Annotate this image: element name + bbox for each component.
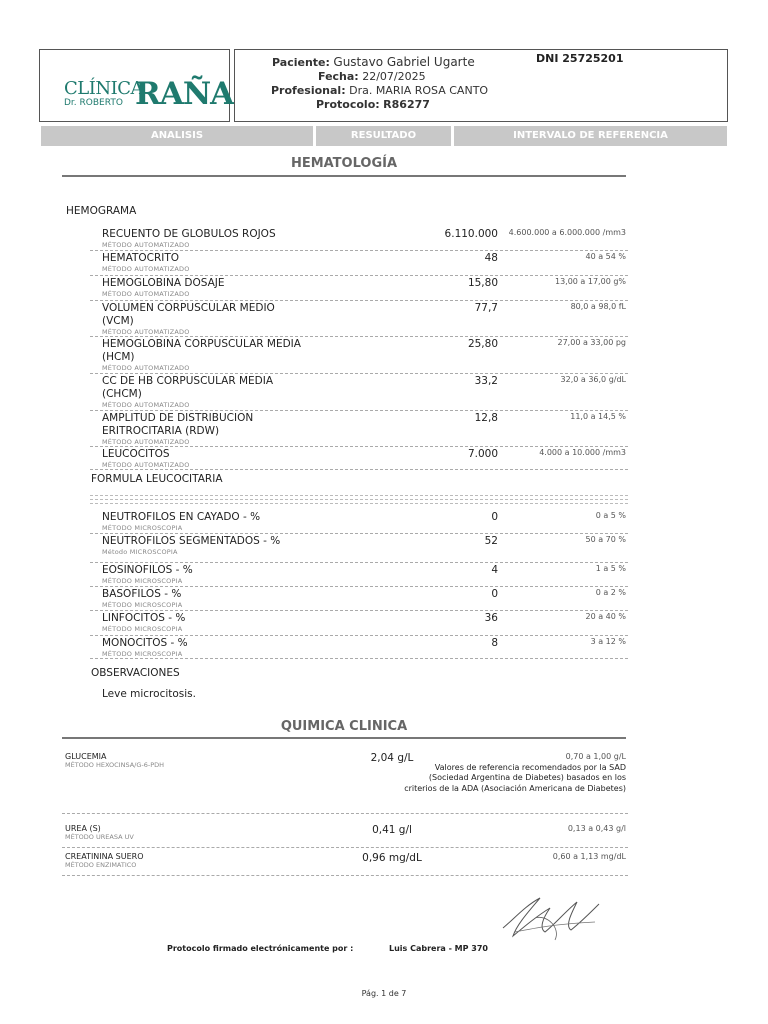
analysis-name <box>102 302 302 337</box>
reference-interval: 0 a 5 % <box>595 511 626 520</box>
analysis-label: RECUENTO DE GLOBULOS ROJOS <box>102 228 276 240</box>
reference-interval <box>396 824 626 835</box>
analysis-method: MÉTODO AUTOMATIZADO <box>102 328 190 336</box>
analysis-name <box>102 637 302 659</box>
analysis-result: 4 <box>491 564 498 576</box>
page-number: Pág. 1 de 7 <box>361 989 407 998</box>
analysis-method: MÉTODO MICROSCOPIA <box>102 577 183 585</box>
analysis-result: 15,80 <box>467 277 498 289</box>
patient-line <box>272 55 475 69</box>
analysis-result: 6.110.000 <box>444 228 498 240</box>
analysis-result: 0 <box>491 511 498 523</box>
chemistry-title: QUIMICA CLINICA <box>280 719 408 734</box>
analysis-label: UREA (S) <box>65 824 101 833</box>
analysis-method: MÉTODO UREASA UV <box>65 833 134 841</box>
analysis-result: 48 <box>484 252 498 264</box>
analysis-label: LEUCOCITOS <box>102 448 170 460</box>
result-row <box>90 535 628 563</box>
result-row <box>90 448 628 470</box>
handwritten-signature <box>495 888 605 948</box>
reference-interval: 20 a 40 % <box>585 612 626 621</box>
signer-name: Luis Cabrera - MP 370 <box>389 944 488 953</box>
reference-interval: 4.600.000 a 6.000.000 /mm3 <box>508 228 626 237</box>
dni-value: DNI 25725201 <box>536 52 624 65</box>
analysis-result: 0,96 mg/dL <box>362 852 422 864</box>
analysis-method: MÉTODO MICROSCOPIA <box>102 650 183 658</box>
reference-value: 0,13 a 0,43 g/l <box>567 824 626 833</box>
logo-clinica-text: CLÍNICA <box>64 78 143 99</box>
analysis-result: 0 <box>491 588 498 600</box>
analysis-name <box>102 448 302 470</box>
patient-label: Paciente: <box>272 56 330 69</box>
analysis-name <box>102 277 302 299</box>
analysis-result: 25,80 <box>467 338 498 350</box>
result-row <box>90 412 628 447</box>
reference-interval: 27,00 a 33,00 pg <box>557 338 626 347</box>
hematology-divider <box>62 175 626 177</box>
analysis-method: MÉTODO HEXOCINSA/G-6-PDH <box>65 761 165 769</box>
formula-divider <box>90 503 628 504</box>
observations-label: OBSERVACIONES <box>91 667 180 679</box>
result-row <box>90 252 628 276</box>
analysis-result: 77,7 <box>474 302 498 314</box>
logo-doctor-text: Dr. ROBERTO <box>64 98 123 108</box>
reference-value: 0,70 a 1,00 g/L <box>565 752 626 761</box>
professional-line <box>271 84 488 97</box>
reference-note: Valores de referencia recomendados por la SAD (Sociedad Argentina de Diabetes) basados en los criterios de la ADA (Asociación Americana de Diabetes) <box>404 762 626 793</box>
analysis-result: 2,04 g/L <box>370 752 414 764</box>
result-row <box>90 612 628 636</box>
clinic-logo-box <box>39 49 234 122</box>
reference-interval: 80,0 a 98,0 fL <box>570 302 626 311</box>
analysis-label: HEMATOCRITO <box>102 252 180 264</box>
analysis-name <box>102 511 302 533</box>
analysis-name <box>102 588 302 610</box>
analysis-method: Método MICROSCOPIA <box>102 548 178 556</box>
analysis-method: MÉTODO AUTOMATIZADO <box>102 241 190 249</box>
analysis-label: AMPLITUD DE DISTRIBUCION ERITROCITARIA (RDW) <box>102 412 254 437</box>
analysis-name <box>102 252 302 274</box>
chemistry-row <box>62 824 628 848</box>
analysis-result: 52 <box>484 535 498 547</box>
result-row <box>90 277 628 301</box>
analysis-label: CREATININA SUERO <box>65 852 144 861</box>
reference-interval <box>396 852 626 863</box>
analysis-method: MÉTODO AUTOMATIZADO <box>102 461 190 469</box>
reference-interval: 0 a 2 % <box>595 588 626 597</box>
result-row <box>90 588 628 611</box>
column-header-analysis: ANALISIS <box>41 126 313 146</box>
chemistry-row <box>62 852 628 876</box>
date-label: Fecha: <box>318 70 359 83</box>
analysis-label: VOLUMEN CORPUSCULAR MEDIO (VCM) <box>102 302 275 327</box>
professional-value: Dra. MARIA ROSA CANTO <box>349 84 489 97</box>
formula-divider <box>90 495 628 496</box>
analysis-result: 0,41 g/l <box>372 824 412 836</box>
analysis-method: MÉTODO MICROSCOPIA <box>102 625 183 633</box>
formula-divider <box>90 499 628 500</box>
analysis-result: 12,8 <box>474 412 498 424</box>
analysis-name <box>65 824 134 841</box>
date-value: 22/07/2025 <box>362 70 426 83</box>
analysis-label: HEMOGLOBINA CORPUSCULAR MEDIA (HCM) <box>102 338 301 363</box>
chemistry-row <box>62 752 628 814</box>
reference-interval: 40 a 54 % <box>585 252 626 261</box>
reference-interval: 3 a 12 % <box>590 637 626 646</box>
analysis-method: MÉTODO AUTOMATIZADO <box>102 401 190 409</box>
analysis-name <box>65 752 164 769</box>
analysis-label: MONOCITOS - % <box>102 637 188 649</box>
analysis-label: BASOFILOS - % <box>102 588 182 600</box>
hemogram-group-label: HEMOGRAMA <box>66 205 137 217</box>
analysis-label: GLUCEMIA <box>65 752 107 761</box>
reference-interval <box>396 752 626 794</box>
analysis-method: MÉTODO AUTOMATIZADO <box>102 290 190 298</box>
analysis-label: NEUTROFILOS EN CAYADO - % <box>102 511 261 523</box>
result-row <box>90 564 628 587</box>
analysis-name <box>102 412 302 447</box>
leukocyte-formula-label: FORMULA LEUCOCITARIA <box>91 473 223 485</box>
analysis-method: MÉTODO ENZIMATICO <box>65 861 137 869</box>
reference-interval: 13,00 a 17,00 g% <box>554 277 626 286</box>
analysis-label: EOSINOFILOS - % <box>102 564 193 576</box>
result-row <box>90 375 628 411</box>
analysis-result: 8 <box>491 637 498 649</box>
analysis-name <box>102 535 302 557</box>
analysis-label: CC DE HB CORPUSCULAR MEDIA (CHCM) <box>102 375 274 400</box>
protocol-line <box>316 98 430 111</box>
analysis-name <box>102 228 302 250</box>
analysis-label: NEUTROFILOS SEGMENTADOS - % <box>102 535 281 547</box>
hematology-title: HEMATOLOGÍA <box>290 156 398 171</box>
chemistry-divider <box>62 737 626 739</box>
professional-label: Profesional: <box>271 84 346 97</box>
reference-interval: 4.000 a 10.000 /mm3 <box>539 448 626 457</box>
analysis-label: HEMOGLOBINA DOSAJE <box>102 277 225 289</box>
column-header-result: RESULTADO <box>316 126 451 146</box>
reference-interval: 1 a 5 % <box>595 564 626 573</box>
result-row <box>90 302 628 337</box>
result-row <box>90 511 628 534</box>
analysis-result: 7.000 <box>467 448 498 460</box>
result-row <box>90 637 628 659</box>
reference-interval: 32,0 a 36,0 g/dL <box>560 375 626 384</box>
patient-name: Gustavo Gabriel Ugarte <box>333 55 475 69</box>
analysis-name <box>102 338 302 373</box>
analysis-method: MÉTODO AUTOMATIZADO <box>102 438 190 446</box>
signed-label: Protocolo firmado electrónicamente por : <box>167 944 354 953</box>
analysis-name <box>102 375 302 410</box>
reference-value: 0,60 a 1,13 mg/dL <box>552 852 626 861</box>
analysis-result: 33,2 <box>474 375 498 387</box>
observations-text: Leve microcitosis. <box>102 688 196 700</box>
reference-interval: 50 a 70 % <box>585 535 626 544</box>
result-row <box>90 228 628 251</box>
result-row <box>90 338 628 374</box>
protocol-label: Protocolo: <box>316 98 380 111</box>
column-header-reference: INTERVALO DE REFERENCIA <box>454 126 727 146</box>
analysis-label: LINFOCITOS - % <box>102 612 186 624</box>
logo-surname-text: RAÑA <box>135 76 234 112</box>
analysis-method: MÉTODO AUTOMATIZADO <box>102 364 190 372</box>
analysis-method: MÉTODO MICROSCOPIA <box>102 601 183 609</box>
protocol-value: R86277 <box>383 98 430 111</box>
analysis-method: MÉTODO MICROSCOPIA <box>102 524 183 532</box>
analysis-name <box>102 612 302 634</box>
reference-interval: 11,0 a 14,5 % <box>570 412 626 421</box>
analysis-result: 36 <box>484 612 498 624</box>
date-line <box>318 70 426 83</box>
analysis-method: MÉTODO AUTOMATIZADO <box>102 265 190 273</box>
analysis-name <box>102 564 302 586</box>
analysis-name <box>65 852 143 869</box>
